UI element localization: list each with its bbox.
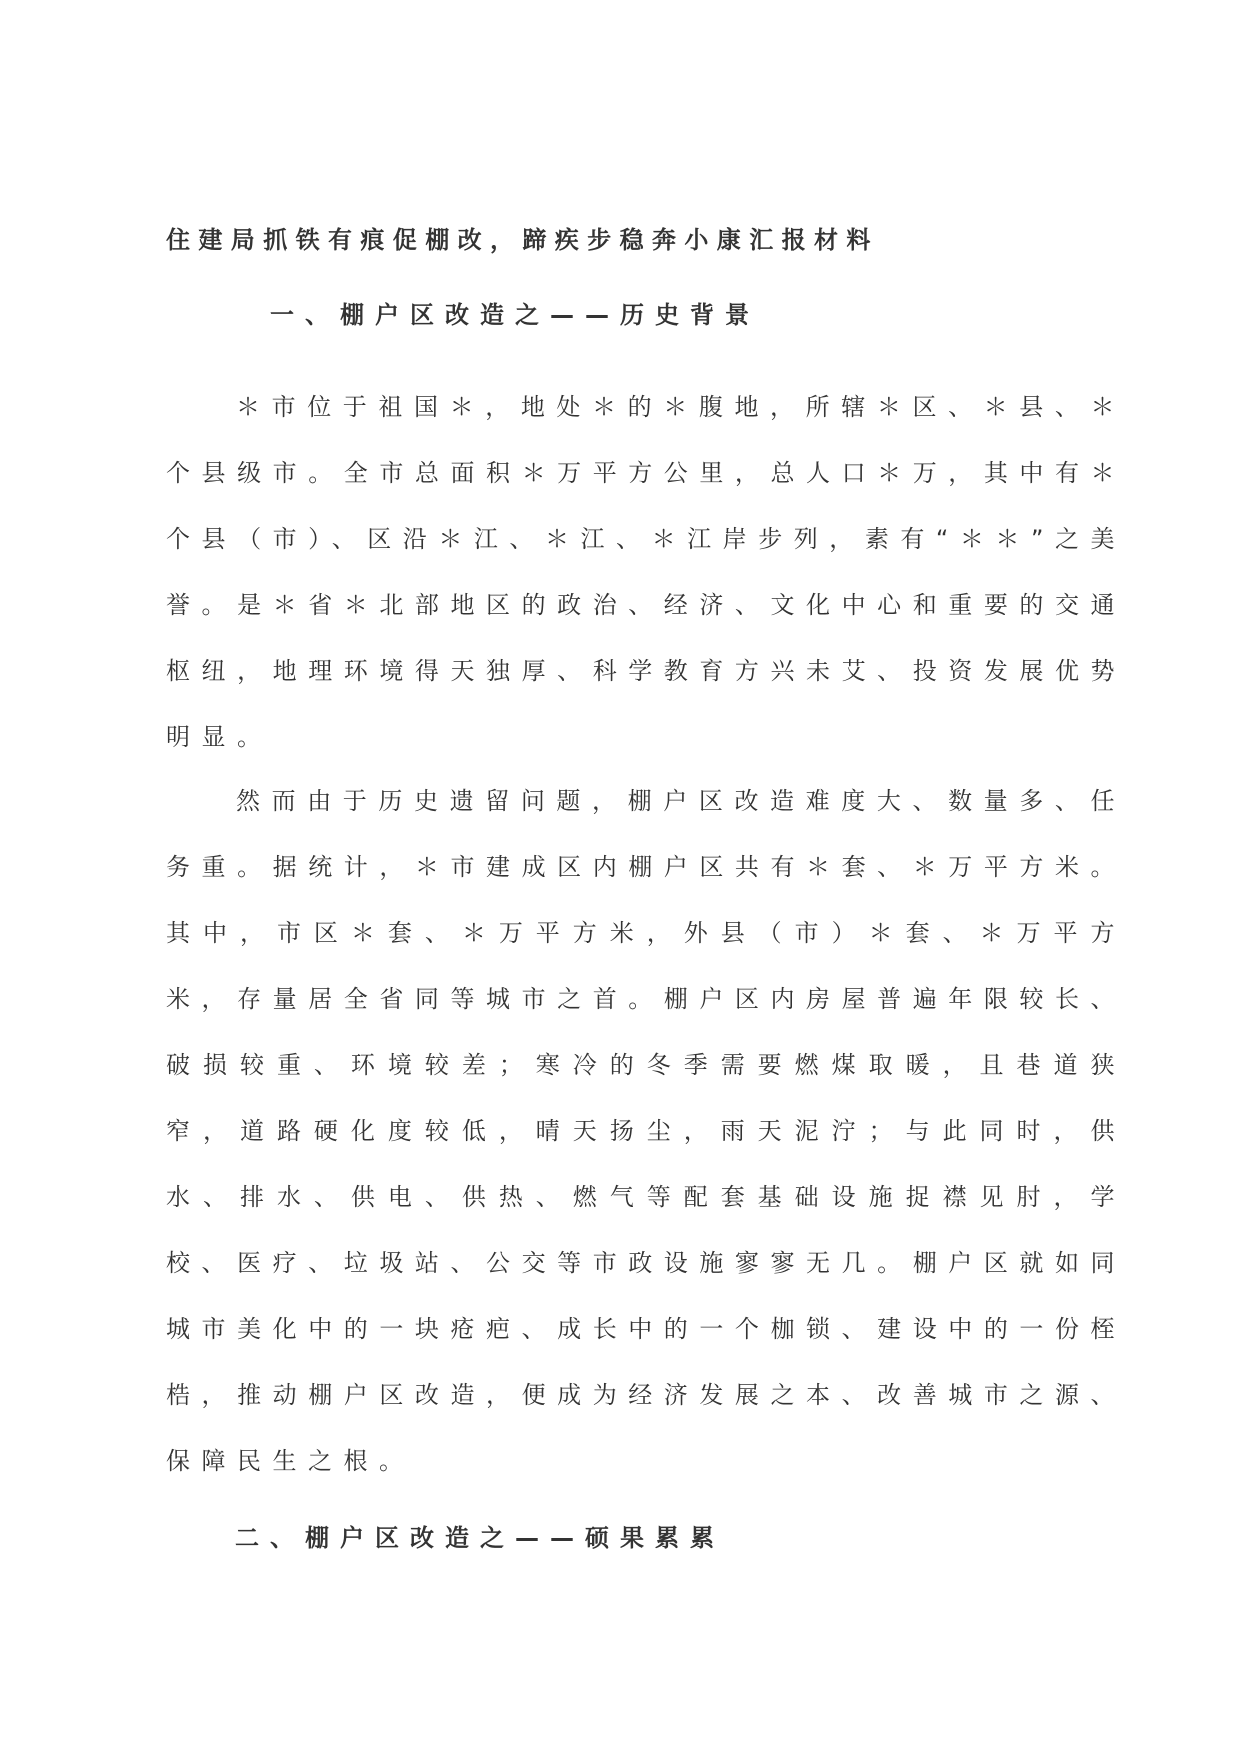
- document-title: 住建局抓铁有痕促棚改，蹄疾步稳奔小康汇报材料: [166, 226, 879, 254]
- section-heading-achievements: 二、棚户区改造之——硕果累累: [235, 1524, 725, 1552]
- paragraph-shantytown-problems: 然而由于历史遗留问题，棚户区改造难度大、数量多、任务重。据统计，＊市建成区内棚户区共有＊套、＊万平方米。其中，市区＊套、＊万平方米，外县（市）＊套、＊万平方米，存量居全省同等城市之首。棚户区内房屋普遍年限较长、破损较重、环境较差；寒冷的冬季需要燃煤取暖，且巷道狭窄，道路硬化度较低，晴天扬尘，雨天泥泞；与此同时，供水、排水、供电、供热、燃气等配套基础设施捉襟见肘，学校、医疗、垃圾站、公交等市政设施寥寥无几。棚户区就如同城市美化中的一块疮疤、成长中的一个枷锁、建设中的一份桎梏，推动棚户区改造，便成为经济发展之本、改善城市之源、保障民生之根。: [166, 787, 1126, 1475]
- section-heading-history: 一、棚户区改造之——历史背景: [270, 301, 760, 329]
- paragraph-city-overview: ＊市位于祖国＊，地处＊的＊腹地，所辖＊区、＊县、＊个县级市。全市总面积＊万平方公里，总人口＊万，其中有＊个县（市）、区沿＊江、＊江、＊江岸步列，素有“＊＊”之美誉。是＊省＊北部地区的政治、经济、文化中心和重要的交通枢纽，地理环境得天独厚、科学教育方兴未艾、投资发展优势明显。: [166, 393, 1126, 751]
